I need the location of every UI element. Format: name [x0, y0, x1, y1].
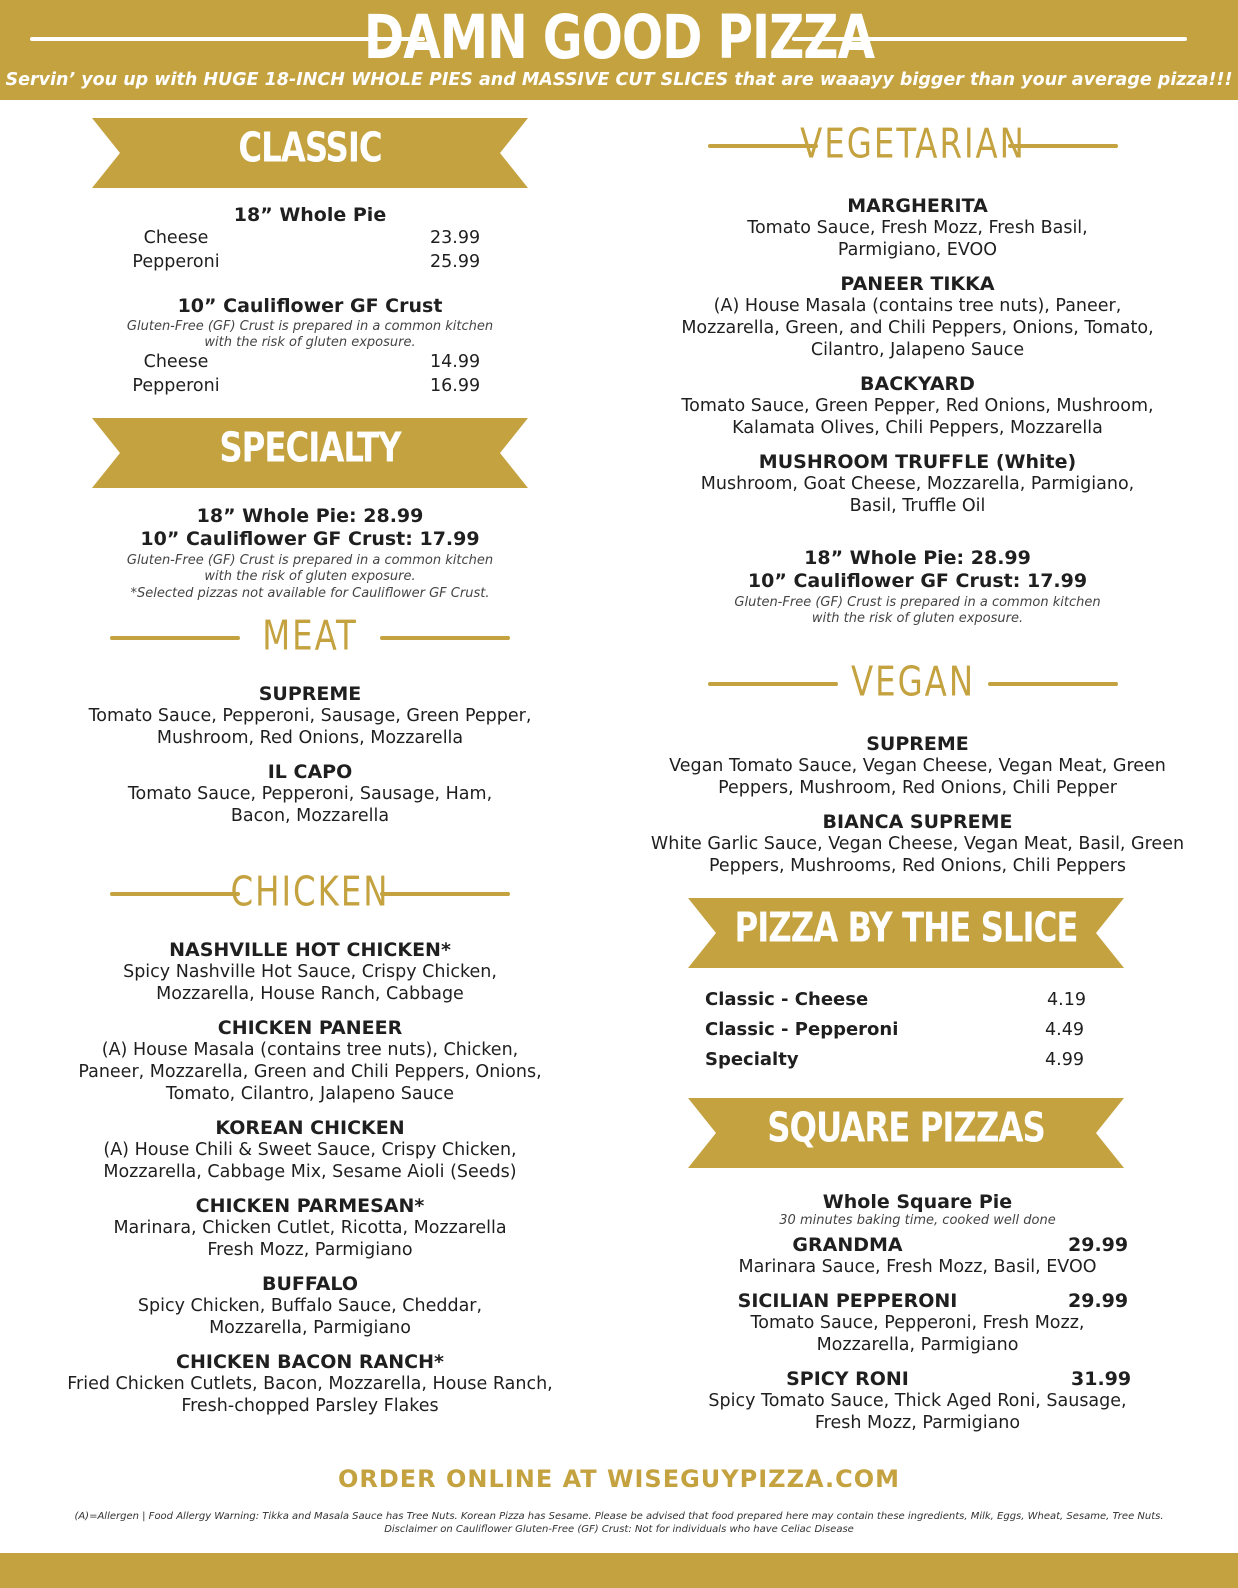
item-desc: Spicy Nashville Hot Sauce, Crispy Chicken, — [123, 962, 497, 982]
chicken-title: CHICKEN — [230, 868, 390, 917]
square-item-name: GRANDMA — [792, 1234, 903, 1256]
item-desc: Spicy Chicken, Buffalo Sauce, Cheddar, — [137, 1296, 483, 1316]
slice-item-price: 4.49 — [1045, 1020, 1084, 1040]
vegetarian-item — [640, 273, 1195, 361]
disclaimer-line: Disclaimer on Cauliflower Gluten-Free (GF) Crust: Not for individuals who have Celiac Disease — [384, 1524, 854, 1535]
item-name: NASHVILLE HOT CHICKEN* — [169, 939, 451, 961]
item-desc: (A) House Masala (contains tree nuts), Paneer, — [713, 296, 1122, 316]
specialty-note: *Selected pizzas not available for Cauliflower GF Crust. — [130, 586, 490, 601]
chicken-item — [40, 1351, 580, 1417]
slice-title: PIZZA BY THE SLICE — [734, 904, 1078, 953]
vegetarian-item — [640, 195, 1195, 261]
square-item-desc: Marinara Sauce, Fresh Mozz, Basil, EVOO — [738, 1257, 1097, 1277]
square-item-desc: Spicy Tomato Sauce, Thick Aged Roni, Sausage, — [708, 1391, 1127, 1411]
item-desc: Tomato, Cilantro, Jalapeno Sauce — [165, 1084, 455, 1104]
item-desc: Mushroom, Goat Cheese, Mozzarella, Parmigiano, — [700, 474, 1135, 494]
classic-gf-item-price: 16.99 — [430, 376, 481, 396]
chicken-item — [40, 1017, 580, 1105]
item-desc: Tomato Sauce, Pepperoni, Sausage, Ham, — [127, 784, 493, 804]
square-note: 30 minutes baking time, cooked well done — [779, 1213, 1056, 1228]
vegetarian-item — [640, 373, 1195, 439]
meat-title: MEAT — [262, 612, 358, 661]
vegetarian-note: with the risk of gluten exposure. — [811, 611, 1024, 626]
tagline: Servin’ you up with HUGE 18-INCH WHOLE PIES and MASSIVE CUT SLICES that are waaayy bigger than your average pizza!!! — [5, 70, 1233, 90]
item-desc: Tomato Sauce, Green Pepper, Red Onions, Mushroom, — [681, 396, 1154, 416]
vegetarian-item — [640, 451, 1195, 517]
square-item-price: 29.99 — [1068, 1290, 1129, 1312]
chicken-item — [40, 1117, 580, 1183]
item-name: IL CAPO — [267, 761, 353, 783]
specialty-note: Gluten-Free (GF) Crust is prepared in a common kitchen — [126, 553, 494, 568]
item-name: KOREAN CHICKEN — [215, 1117, 405, 1139]
square-item-price: 31.99 — [1071, 1368, 1132, 1390]
item-name: BIANCA SUPREME — [822, 811, 1013, 833]
vegetarian-note: Gluten-Free (GF) Crust is prepared in a common kitchen — [734, 595, 1101, 610]
menu-title: DAMN GOOD PIZZA — [363, 2, 875, 73]
item-desc: Vegan Tomato Sauce, Vegan Cheese, Vegan Meat, Green — [669, 756, 1166, 776]
meat-item — [60, 761, 560, 827]
item-desc: Mozzarella, House Ranch, Cabbage — [156, 984, 464, 1004]
item-desc: Peppers, Mushroom, Red Onions, Chili Pepper — [718, 778, 1117, 798]
square-banner — [688, 1098, 1124, 1168]
square-item-desc: Tomato Sauce, Pepperoni, Fresh Mozz, — [750, 1313, 1085, 1333]
footer-bar — [0, 1553, 1238, 1588]
classic-item-name: Pepperoni — [132, 252, 220, 272]
item-name: BUFFALO — [262, 1273, 358, 1295]
vegan-heading — [708, 660, 1118, 710]
classic-item-price: 23.99 — [430, 228, 481, 248]
item-desc: Mushroom, Red Onions, Mozzarella — [156, 728, 464, 748]
square-item-price: 29.99 — [1068, 1234, 1129, 1256]
classic-banner — [92, 118, 528, 188]
slice-item-name: Specialty — [705, 1049, 799, 1070]
item-desc: (A) House Chili & Sweet Sauce, Crispy Chicken, — [103, 1140, 517, 1160]
item-desc: Peppers, Mushrooms, Red Onions, Chili Peppers — [708, 856, 1127, 876]
specialty-price-gf: 10” Cauliflower GF Crust: 17.99 — [140, 528, 480, 550]
vegan-item — [630, 811, 1205, 877]
order-online-link[interactable]: ORDER ONLINE AT WISEGUYPIZZA.COM — [337, 1465, 901, 1493]
classic-gf-heading: 10” Cauliflower GF Crust — [177, 295, 443, 317]
item-desc: Bacon, Mozzarella — [230, 806, 390, 826]
item-desc: White Garlic Sauce, Vegan Cheese, Vegan Meat, Basil, Green — [650, 834, 1185, 854]
disclaimer-line: (A)=Allergen | Food Allergy Warning: Tikka and Masala Sauce has Tree Nuts. Korean Pizza has Sesame. Please be advised that food prepared here may contain these ingredients, Milk, Eggs, Wheat, Sesame, Tree Nuts. — [74, 1511, 1164, 1522]
item-name: SUPREME — [866, 733, 969, 755]
chicken-item — [40, 1273, 580, 1339]
item-name: CHICKEN PANEER — [217, 1017, 403, 1039]
square-heading: Whole Square Pie — [822, 1191, 1013, 1213]
classic-gf-item-price: 14.99 — [430, 352, 481, 372]
header-bar — [0, 0, 1238, 100]
classic-item-name: Cheese — [143, 228, 209, 248]
slice-item-name: Classic - Pepperoni — [705, 1019, 899, 1040]
item-desc: Kalamata Olives, Chili Peppers, Mozzarella — [732, 418, 1103, 438]
classic-gf-note: Gluten-Free (GF) Crust is prepared in a common kitchen — [126, 319, 494, 334]
classic-gf-note: with the risk of gluten exposure. — [204, 335, 416, 350]
vegetarian-price-whole: 18” Whole Pie: 28.99 — [804, 547, 1031, 569]
square-title: SQUARE PIZZAS — [767, 1104, 1045, 1153]
vegetarian-title: VEGETARIAN — [800, 120, 1026, 169]
slice-item-price: 4.19 — [1047, 990, 1086, 1010]
classic-gf-item-name: Pepperoni — [132, 376, 220, 396]
chicken-heading — [110, 870, 510, 920]
item-name: CHICKEN BACON RANCH* — [176, 1351, 444, 1373]
item-desc: Tomato Sauce, Pepperoni, Sausage, Green Pepper, — [88, 706, 532, 726]
item-desc: Mozzarella, Cabbage Mix, Sesame Aioli (Seeds) — [103, 1162, 517, 1182]
specialty-title: SPECIALTY — [219, 424, 401, 473]
square-item-name: SPICY RONI — [786, 1368, 909, 1390]
item-name: MARGHERITA — [847, 195, 988, 217]
classic-title: CLASSIC — [238, 124, 382, 173]
item-desc: Fresh-chopped Parsley Flakes — [181, 1396, 439, 1416]
vegan-item — [630, 733, 1205, 799]
square-item-name: SICILIAN PEPPERONI — [737, 1290, 958, 1312]
item-desc: Mozzarella, Green, and Chili Peppers, Onions, Tomato, — [681, 318, 1154, 338]
item-name: CHICKEN PARMESAN* — [195, 1195, 425, 1217]
specialty-price-whole: 18” Whole Pie: 28.99 — [196, 505, 424, 527]
allergen-disclaimer — [20, 1510, 1218, 1536]
item-desc: Tomato Sauce, Fresh Mozz, Fresh Basil, — [747, 218, 1088, 238]
item-desc: Paneer, Mozzarella, Green and Chili Peppers, Onions, — [78, 1062, 542, 1082]
vegetarian-price-gf: 10” Cauliflower GF Crust: 17.99 — [747, 570, 1088, 592]
vegetarian-heading — [708, 122, 1118, 172]
classic-item-price: 25.99 — [430, 252, 481, 272]
item-desc: Fried Chicken Cutlets, Bacon, Mozzarella, House Ranch, — [67, 1374, 553, 1394]
item-desc: Mozzarella, Parmigiano — [209, 1318, 411, 1338]
specialty-note: with the risk of gluten exposure. — [204, 569, 416, 584]
item-desc: Fresh Mozz, Parmigiano — [207, 1240, 413, 1260]
item-desc: (A) House Masala (contains tree nuts), Chicken, — [101, 1040, 519, 1060]
slice-item-price: 4.99 — [1045, 1050, 1084, 1070]
classic-gf-item-name: Cheese — [143, 352, 209, 372]
specialty-banner — [92, 418, 528, 488]
classic-whole-pie-heading: 18” Whole Pie — [233, 204, 387, 226]
item-desc: Cilantro, Jalapeno Sauce — [810, 340, 1025, 360]
chicken-item — [40, 939, 580, 1005]
item-name: BACKYARD — [860, 373, 975, 395]
item-name: SUPREME — [258, 683, 362, 705]
item-desc: Marinara, Chicken Cutlet, Ricotta, Mozzarella — [113, 1218, 507, 1238]
slice-banner — [688, 898, 1124, 968]
square-item-desc: Fresh Mozz, Parmigiano — [814, 1413, 1021, 1433]
meat-heading — [110, 614, 510, 664]
vegan-title: VEGAN — [850, 658, 976, 707]
item-name: MUSHROOM TRUFFLE (White) — [758, 451, 1077, 473]
chicken-item — [40, 1195, 580, 1261]
slice-item-name: Classic - Cheese — [705, 989, 869, 1010]
item-desc: Parmigiano, EVOO — [837, 240, 998, 260]
square-item-desc: Mozzarella, Parmigiano — [816, 1335, 1019, 1355]
item-name: PANEER TIKKA — [840, 273, 995, 295]
item-desc: Basil, Truffle Oil — [849, 496, 986, 516]
meat-item — [60, 683, 560, 749]
